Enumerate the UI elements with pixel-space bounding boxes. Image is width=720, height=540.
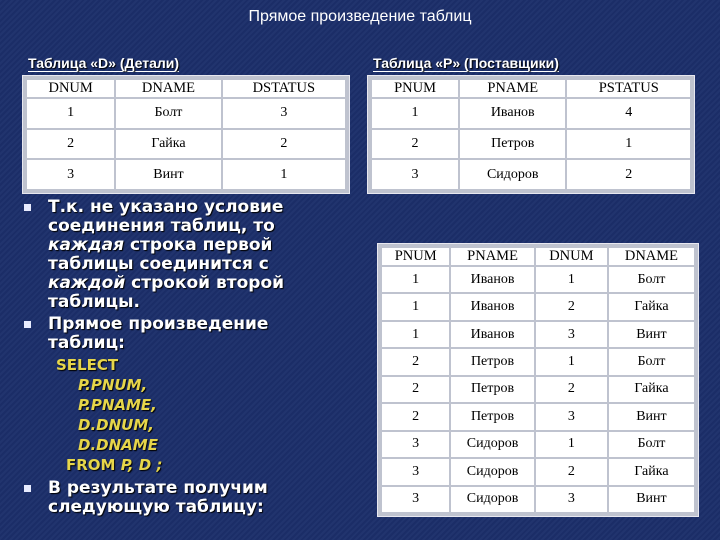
suppliers-caption-text: Таблица «P» (Поставщики) [373,55,559,71]
table-cell: Гайка [608,293,695,320]
table-cell: 2 [535,458,608,485]
table-cell: 3 [371,159,459,190]
bullet-explanation [22,198,322,312]
table-cell: Иванов [450,321,535,348]
details-caption-text: Таблица «D» (Детали) [28,55,180,71]
table-cell: 1 [381,293,450,320]
emphasis-each: каждая [48,235,125,255]
bullet-text-line: таблицы соединится с [48,254,269,274]
sql-from-line [22,455,322,475]
table-row [26,159,346,190]
bullet-text-line: В результате получим [48,478,268,498]
sql-from-keyword: FROM [66,456,116,474]
table-cell: 3 [535,403,608,430]
bullet-text-part: строкой второй [125,273,285,293]
table-cell: Иванов [450,266,535,293]
details-col-header: DNAME [115,79,221,98]
table-cell: 3 [222,98,346,129]
table-row [381,458,695,485]
bullet-square-icon [24,485,31,492]
table-cell: Винт [608,321,695,348]
details-col-header: DNUM [26,79,115,98]
table-cell: Петров [450,403,535,430]
emphasis-each: каждой [48,273,126,293]
bullet-text-line: таблицы. [48,292,140,312]
details-col-header: DSTATUS [222,79,346,98]
table-cell: Болт [115,98,221,129]
table-row [371,159,691,190]
details-table-caption [28,55,179,71]
table-row [371,98,691,129]
suppliers-table-caption [373,55,559,71]
table-cell: Иванов [450,293,535,320]
table-row [381,321,695,348]
bullet-square-icon [24,204,31,211]
bullet-text-line [48,274,322,293]
slide-title: Прямое произведение таблиц [248,8,472,25]
table-cell: 2 [381,403,450,430]
sql-query [22,355,322,475]
bullet-text-line: Т.к. не указано условие [48,197,284,217]
table-cell: 3 [381,486,450,514]
result-table-frame [377,243,699,517]
table-cell: 1 [26,98,115,129]
sql-field: D.DNUM, [78,416,154,434]
sql-field: D.DNAME [78,436,158,454]
bullet-text-line: следующую таблицу: [48,497,264,517]
table-cell: 1 [222,159,346,190]
table-cell: Болт [608,348,695,375]
table-row [381,403,695,430]
result-table [381,247,695,513]
sql-from-tables: P, D ; [120,456,163,474]
details-header-row [26,79,346,98]
bullet-text-line: таблиц: [48,333,125,353]
table-cell: Гайка [608,458,695,485]
bullet-text-line: соединения таблиц, то [48,216,275,236]
suppliers-header-row [371,79,691,98]
table-cell: 3 [381,458,450,485]
suppliers-table [371,79,691,190]
table-cell: Петров [450,348,535,375]
bullet-text-part: строка первой [124,235,273,255]
table-cell: Винт [608,486,695,514]
bullet-text-line: Прямое произведение [48,314,269,334]
details-table [26,79,346,190]
table-cell: 3 [381,431,450,458]
table-cell: Гайка [115,129,221,160]
table-cell: 2 [222,129,346,160]
table-cell: 4 [566,98,691,129]
table-cell: 3 [26,159,115,190]
table-cell: Петров [459,129,566,160]
suppliers-col-header: PNUM [371,79,459,98]
suppliers-table-frame [367,75,695,194]
table-cell: 2 [535,376,608,403]
table-cell: 3 [535,486,608,514]
table-cell: 1 [535,348,608,375]
table-cell: 1 [371,98,459,129]
table-cell: Сидоров [450,431,535,458]
table-cell: Болт [608,266,695,293]
table-cell: 2 [371,129,459,160]
table-cell: Сидоров [459,159,566,190]
table-cell: Болт [608,431,695,458]
result-col-header: DNAME [608,247,695,266]
sql-field: P.PNUM, [78,376,148,394]
table-cell: Сидоров [450,458,535,485]
table-cell: 2 [535,293,608,320]
table-row [381,431,695,458]
table-row [381,376,695,403]
sql-select-keyword: SELECT [56,356,119,374]
bullet-square-icon [24,321,31,328]
result-header-row [381,247,695,266]
bullet-text-line [48,236,322,255]
table-row [381,266,695,293]
table-row [26,98,346,129]
sql-field: P.PNAME, [78,396,157,414]
table-row [381,293,695,320]
table-row [26,129,346,160]
table-cell: Сидоров [450,486,535,514]
table-cell: 2 [26,129,115,160]
bullet-cartesian [22,315,322,353]
table-cell: Винт [608,403,695,430]
table-cell: 2 [566,159,691,190]
table-cell: Гайка [608,376,695,403]
table-cell: 1 [535,431,608,458]
table-cell: Винт [115,159,221,190]
suppliers-col-header: PNAME [459,79,566,98]
bullet-result [22,479,322,517]
table-row [381,348,695,375]
table-cell: 1 [381,266,450,293]
table-row [371,129,691,160]
table-cell: Петров [450,376,535,403]
result-col-header: PNUM [381,247,450,266]
table-cell: 2 [381,348,450,375]
table-cell: 1 [535,266,608,293]
result-col-header: DNUM [535,247,608,266]
suppliers-col-header: PSTATUS [566,79,691,98]
table-cell: 3 [535,321,608,348]
table-cell: 2 [381,376,450,403]
table-cell: Иванов [459,98,566,129]
table-row [381,486,695,514]
table-cell: 1 [381,321,450,348]
details-table-frame [22,75,350,194]
result-col-header: PNAME [450,247,535,266]
table-cell: 1 [566,129,691,160]
bullet-list [22,198,322,517]
